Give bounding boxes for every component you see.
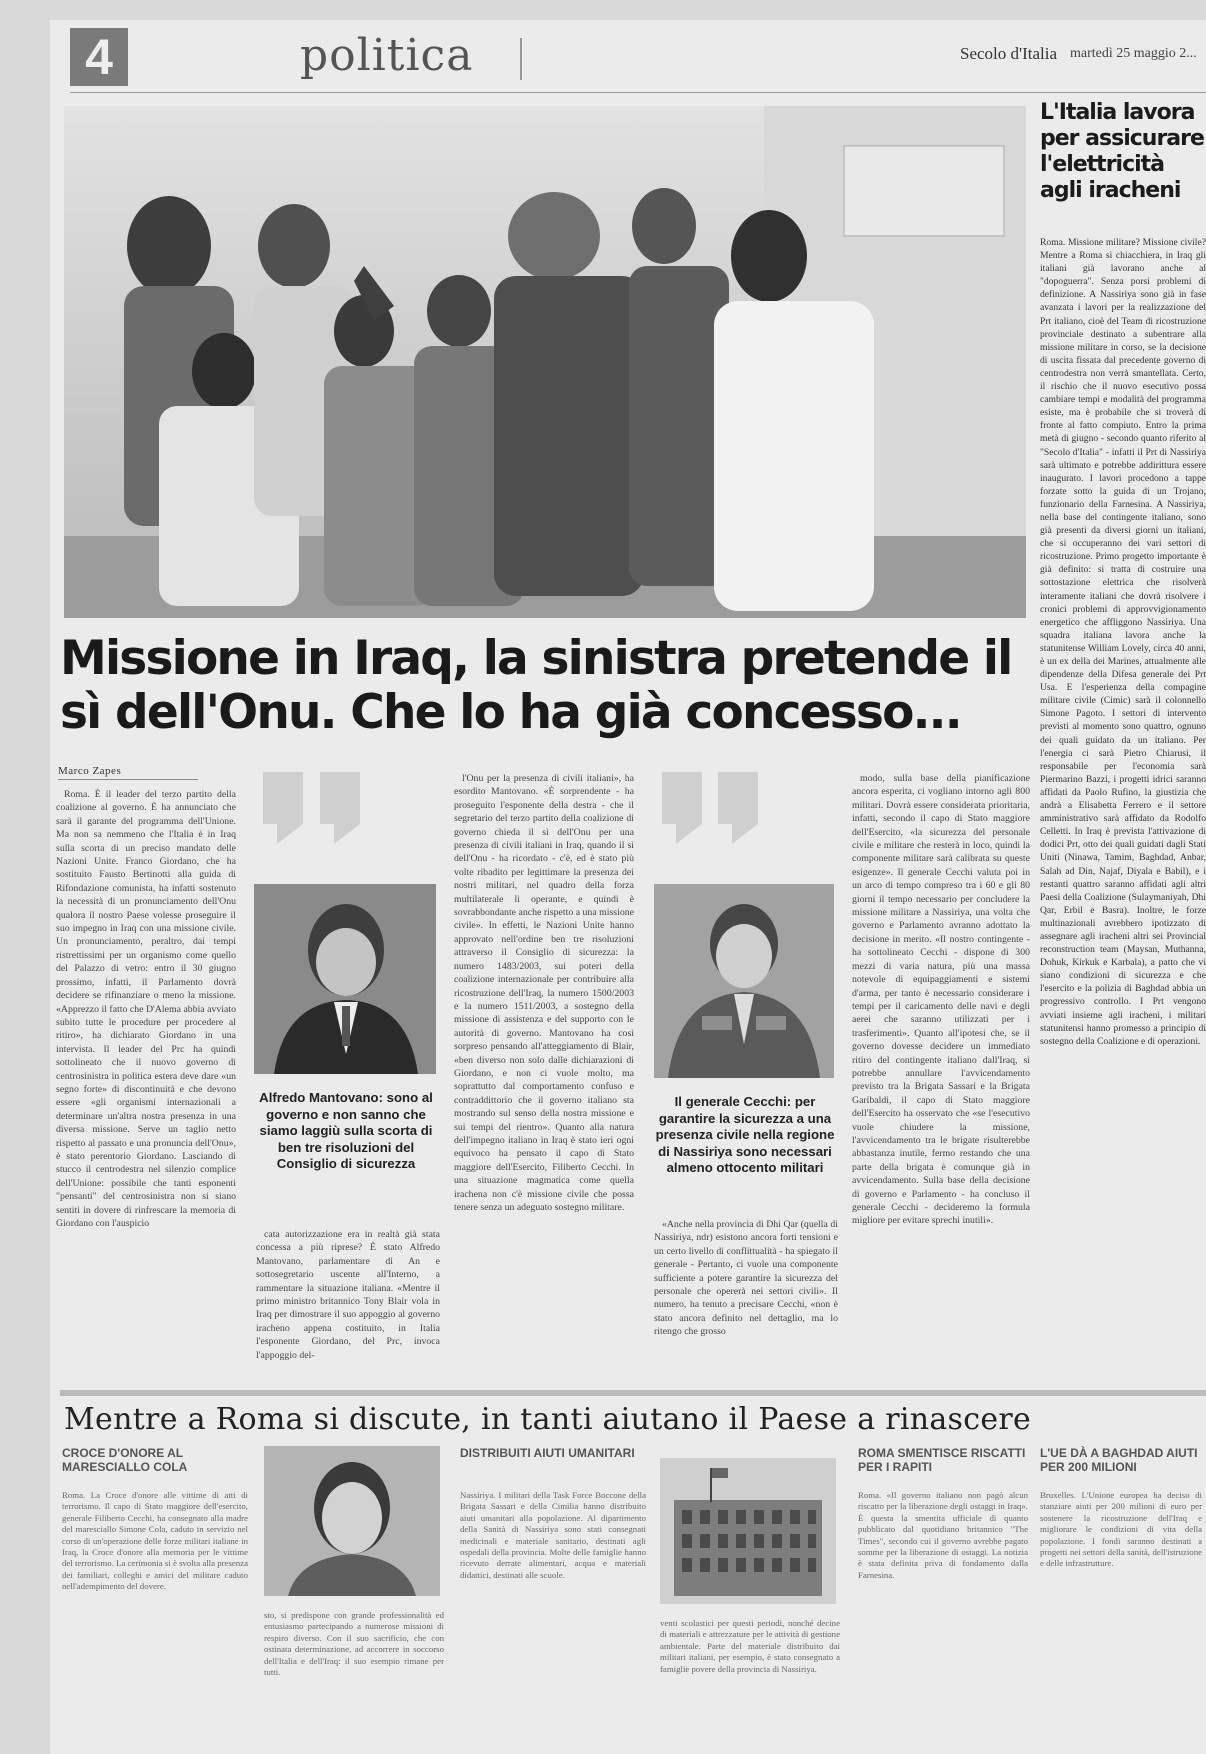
cecchi-caption: Il generale Cecchi: per garantire la sicurezza a una presenza civile nella regione di Nassiriya sono necessari almeno ottocento militari (655, 1094, 835, 1175)
article-column-5 (852, 772, 1030, 1378)
section-title: politica (300, 30, 474, 81)
article-text: «Anche nella provincia di Dhi Qar (quella di Nassiriya, ndr) esistono ancora forti tensioni e un certo livello di conflittualità - ha spiegato il generale - Pertanto, ci vuole una componente sufficiente a potere garantire la sicurezza del personale che opererà nei settori civili». Il numero, ha tenuto a precisare Cecchi, «non è stato ancora definito nel dettaglio, ma lo ritengo che grosso (654, 1219, 838, 1338)
main-headline: Missione in Iraq, la sinistra pretende il sì dell'Onu. Che lo ha già concesso... (60, 631, 1012, 740)
article-text: modo, sulla base della pianificazione ancora esperita, ci vogliano intorno agli 800 militari. Dovrà essere considerata prioritaria, infatti, secondo il capo di Stato maggiore dell'Esercito, «la sicurezza del personale civile e militare che resterà in loco, quindi la componente militare sarà calibrata su queste esigenze». Il generale Cecchi valuta poi in un arco di tempo compreso tra i 60 e gli 80 giorni il tempo necessario per concludere la missione militare a Nassiriya, una volta che governo e Parlamento avranno adottato la decisione in merito. «Il nostro contingente - ha sottolineato Cecchi - dispone di 300 mezzi di varia natura, più una massa notevole di equipaggiamenti e sistemi d'arma, per tanto è necessario considerare i tempi per il caricamento delle navi e degli aerei che saranno utilizzati per i trasferimenti». Quanto all'ipotesi che, se il governo dovesse decidere un immediato ritiro del contingente italiano dall'Iraq, si potrebbe annullare l'avvicendamento previsto tra la Brigata Sassari e la Brigata Garibaldi, il capo di Stato maggiore dell'Esercito ha osservato che «se l'esecutivo vuole chiudere la missione, l'avvicendamento tra le brigate risulterebbe abbastanza inutile, fermo restando che una parte della brigata è comunque già in avvicendamento. Sulla base della decisione di governo e Parlamento - ha concluso il generale Cecchi - decideremo la formula migliore per evitare sprechi inutili». (852, 773, 1030, 1227)
article-text: Roma. È il leader del terzo partito della coalizione al governo. È ha annunciato che sarà il garante del programma dell'Unione. Ma non sa nemmeno che l'Italia è in Iraq sulla scorta di un preciso mandato delle Nazioni Unite. Franco Giordano, che ha sostituito Fausto Bertinotti alla guida di Rifondazione comunista, ha infatti sostenuto la necessità di un pronunciamento dell'Onu qualora il nostro Paese volesse proseguire il suo impegno in Iraq con una missione civile. Un pronunciamento, peraltro, dai tempi ristrettissimi per un organismo come quello del Palazzo di vetro: entro il 30 giugno prossimo, infatti, il Parlamento dovrà decidere se rifinanziare o meno la missione. «Apprezzo il fatto che D'Alema abbia avviato subito tutte le procedure per procedere al ritiro», ha dichiarato Giordano in una intervista. Il leader del Prc ha quindi sottolineato che il nuovo governo di centrosinistra in politica estera deve dare «un segno forte» di discontinuità e che devono essere «gli organismi internazionali a determinare un'altra nostra presenza in una diversa missione. Serve un taglio netto rispetto al passato e una pronuncia dell'Onu», è stato perentorio Giordano. Lasciando di stucco il centrodestra nel silenzio complice dell'Unione: possibile che tanti esponenti "pensanti" del centrosinistra non si siano sentiti in dovere di rinfrescare la memoria di Giordano con l'auspicio (56, 789, 236, 1229)
main-photo (64, 106, 1026, 618)
article-column-2 (256, 1228, 440, 1378)
sidebar-text: Roma. Missione militare? Missione civile? Mentre a Roma si chiacchiera, in Iraq gli italiani già lavorano anche al "dopoguerra". Senza porsi problemi di definizione. A Nassiriya sono già in fase avanzata i lavori per la realizzazione del Prt italiano, cioè del Team di ricostruzione provinciale destinato a subentrare alla missione militare in corso, se la decisione di uscita fissata dal precedente governo di centrodestra non verrà smantellata. Certo, il rischio che il nuovo esecutivo possa cambiare tempi e modalità del programma esiste, ma è probabile che si troverà di fronte al fatto compiuto. Entro la prima metà di giugno - secondo quanto riferito al "Secolo d'Italia" - infatti il Prt di Nassiriya sarà ultimato e potrebbe addirittura essere inaugurato. I lavori procedono a tappe forzate sotto la guida di un Trojano, funzionario della Farnesina. A Nassiriya, nella base del contingente italiano, sono già presenti da diversi giorni un italiani, che si occuperanno dei vari settori di ricostruzione. Primo progetto importante è già definito: si tratta di costruire una sottostazione elettrica che risolverà interamente italiani che dovrà risolvere i cronici problemi di approvvigionamento energetico che affliggono Nassiriya. Una squadra italiana lavora anche la statunitense William Lovely, circa 40 anni, è un ex della dei Marines, attualmente alle dipendenze della Difesa generale dei Prt Usa. E l'esperienza della compagine militare civile (Cimic) sarà il colonnello Simone Pagoto. I settori di intervento previsti al momento sono quattro, ognuno dei quali guidato da un italiano. Per l'energia ci sarà Pietro Chiarusi, il responsabile per l'economia sarà Piermarino Bazzi, i progetti idrici saranno affidati da Paolo Rufino, la giustizia che andrà a Elisabetta Ferrero e il settore amministrativo sarà affidato da Rodolfo Celletti. In Iraq è prevista l'attivazione di dodici Prt, otto dei quali guidati dagli Stati Uniti (Ninawa, Tamim, Baghdad, Anbar, Salah ad Din, Najaf, Diyala e Babil), e i restanti quattro saranno affidati agli altri Paesi della Coalizione (Sulaymaniyah, Dhi Qar, Erbil e Basra). Inoltre, le forze multinazionali avrebbero ipotizzato di assegnare agli iracheni altri sei Provincial reconstruction team (Maysan, Muthanna, Dohuk, Kirkuk e Karbala), a patto che vi siano condizioni di sicurezza e che l'esercito e la polizia di Baghdad abbia un progressivo controllo. I Prt vengono avviati insieme agli iracheni, i militari statunitensi hanno promesso a principio di sostegno della Coalizione e di operazioni. (1040, 237, 1206, 1047)
cecchi-photo (654, 884, 834, 1078)
newspaper-name: Secolo d'Italia (960, 44, 1058, 63)
band-headline: Mentre a Roma si discute, in tanti aiutano il Paese a rinascere (64, 1402, 1032, 1437)
soldiers-with-iraqis-photo (64, 106, 1026, 618)
article-text: cata autorizzazione era in realtà già stata concessa a più riprese? È stato Alfredo Mantovano, parlamentare di An e sottosegretario uscente all'Interno, a rammentare la situazione italiana. «Mentre il primo ministro britannico Tony Blair vola in Iraq per dimostrare il suo appoggio al governo iracheno appena costituito, in Italia l'esponente Giordano, del Prc, invoca l'appoggio del- (256, 1229, 440, 1361)
building-photo (660, 1458, 836, 1604)
quote-mark-icon (263, 772, 303, 824)
mantovano-photo (254, 884, 436, 1074)
quote-mark-icon (662, 772, 702, 824)
article-text: l'Onu per la presenza di civili italiani», ha esordito Mantovano. «È sorprendente - ha proseguito l'esponente della destra - che il segretario del terzo partito della coalizione di governo chieda il sì dell'Onu per una presenza di civili italiani in Iraq, quando il sì dell'Onu - ha ricordato - c'è, ed è stato più volte ribadito per legittimare la presenza dei nostri militari, nel quadro della forza multilaterale lì operante, e quindi è sovrabbondante anche rispetto a una missione civile». In effetti, le Nazioni Unite hanno approvato nell'ordine ben tre risoluzioni attraverso il Consiglio di sicurezza: la numero 1483/2003, sui poteri della coalizione internazionale per contribuire alla ricostruzione dell'Iraq, la numero 1500/2003 e la numero 1511/2003, a sostegno della missione di assistenza e del supporto con le autorità di governo. Mantovano ha così sorpreso pensando all'atteggiamento di Blair, «ben diverso non solo dalle dichiarazioni di Giordano, e non ci vuole molto, ma soprattutto dal comportamento confuso e contraddittorio che il governo italiano sta mostrando sul senso della nostra missione e sui tempi del rientro». Quanto alla natura dell'impegno italiano in Iraq è stato ieri ogni equivoco ha pensato il capo di Stato maggiore dell'Esercito, Filiberto Cecchi. In una situazione magmatica come quella irachena non c'è missione civile che possa tenere senza un adeguato sostegno militare. (454, 773, 634, 1213)
brief-text: venti scolastici per questi periodi, nonché decine di materiali e attrezzature per le attività di gestione ambientale. Parte del materiale distribuito dai militari italiani, per esempio, è stato consegnato a famiglie povere della provincia di Nassiriya. (660, 1618, 840, 1674)
brief-text: Nassiriya. I militari della Task Force Boccone della Brigata Sassari e della Cimilia hanno distribuito aiuti umanitari alla popolazione. Al dipartimento della Sanità di Nassiriya sono stati consegnati medicinali e materiale sanitario, destinati agli ospedali della provincia. Molte delle famiglie hanno ricevuto derrate alimentari, acqua e materiali didattici, destinati alle scuole. (460, 1490, 646, 1580)
page-number: 4 (70, 28, 128, 86)
sidebar-article (1040, 236, 1206, 1384)
sidebar-headline: L'Italia lavora per assicurare l'elettricità agli iracheni (1040, 100, 1204, 203)
header-divider (520, 38, 522, 80)
brief-headline: DISTRIBUITI AIUTI UMANITARI (460, 1446, 635, 1460)
band-rule (60, 1390, 1206, 1396)
article-column-3 (454, 772, 634, 1378)
brief-text: Roma. «Il governo italiano non pagò alcun riscatto per la liberazione degli ostaggi in Iraq». È questa la smentita ufficiale di quanto pubblicato dal quotidiano britannico "The Times", secondo cui il governo avrebbe pagato somme per la liberazione di ostaggi. La notizia è stata definita priva di fondamento dalla Farnesina. (858, 1490, 1028, 1580)
cola-portrait-photo (264, 1446, 440, 1596)
brief-headline: ROMA SMENTISCE RISCATTI PER I RAPITI (858, 1446, 1026, 1474)
brief-text: Roma. La Croce d'onore alle vittime di atti di terrorismo. Il capo di Stato maggiore dell'esercito, generale Filiberto Cecchi, ha consegnato alla madre del maresciallo Simone Cola, caduto in servizio nel corso di un'operazione delle forze militari italiane in Iraq, la Croce d'onore alla memoria per le vittime del terrorismo. La cerimonia si è svolta alla presenza dei familiari, colleghi e amici del militare caduto nell'adempimento del dovere. (62, 1490, 248, 1592)
header-rule (70, 92, 1206, 93)
brief-headline: CROCE D'ONORE AL MARESCIALLO COLA (62, 1446, 188, 1474)
mantovano-caption: Alfredo Mantovano: sono al governo e non sanno che siamo laggiù sulla scorta di ben tre risoluzioni del Consiglio di sicurezza (259, 1090, 433, 1171)
quote-mark-icon (320, 772, 360, 824)
issue-date: martedì 25 maggio 2... (1070, 46, 1197, 61)
article-column-4 (654, 1218, 838, 1378)
article-column-1 (56, 788, 236, 1378)
quote-mark-icon (718, 772, 758, 824)
newspaper-page (50, 20, 1206, 1754)
brief-text: Bruxelles. L'Unione europea ha deciso di stanziare aiuti per 200 milioni di euro per sostenere la ricostruzione dell'Iraq e migliorare le condizioni di vita della popolazione. I fondi saranno destinati a progetti nei settori della sanità, dell'istruzione e delle infrastrutture. (1040, 1490, 1202, 1569)
byline: Marco Zapes (58, 765, 198, 780)
brief-headline: L'UE DÀ A BAGHDAD AIUTI PER 200 MILIONI (1040, 1446, 1198, 1474)
brief-text: sto, si predispone con grande professionalità ed entusiasmo partecipando a numerose missioni di respiro diverso. Con il suo sacrificio, che con ostinata determinazione, ad accorrere in soccorso dell'Italia e dell'Iraq: il suo esempio rimane per tutti. (264, 1610, 444, 1678)
